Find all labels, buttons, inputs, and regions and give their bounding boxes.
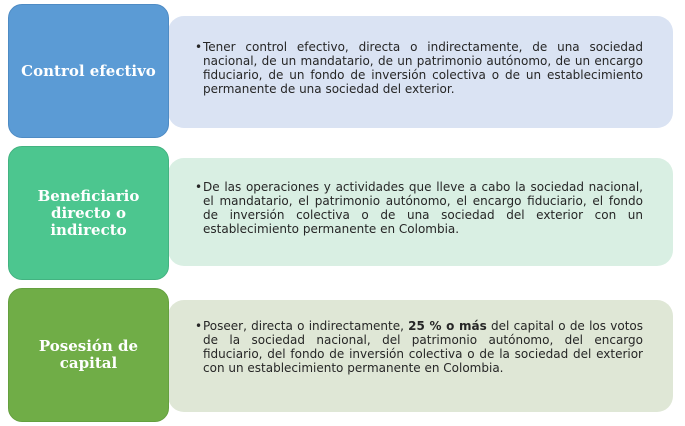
label-box [8,146,169,280]
description-body: Tener control efectivo, directa o indirectamente, de una sociedad nacional, de un mandatario, de un patrimonio autónomo, de un encargo fiduciario, de un fondo de inversión colectiva o de un establecimiento permanente de una sociedad del exterior. [203,40,643,96]
bullet-marker: • [195,180,203,194]
description-panel [168,16,673,128]
description-body-start: Poseer, directa o indirectamente, [203,319,409,333]
bullet-marker: • [195,40,203,54]
row-beneficiario [0,146,685,282]
description-text [195,319,644,375]
label-title: Control efectivo [21,61,156,80]
bullet-marker: • [195,319,203,333]
label-box [8,288,169,422]
label-title: Posesión de capital [38,337,139,372]
description-panel [168,158,673,266]
description-body: De las operaciones y actividades que lleve a cabo la sociedad nacional, el mandatario, el patrimonio autónomo, el encargo fiduciario, el fondo de inversión colectiva o de una sociedad del exterior con un establecimiento permanente en Colombia. [203,180,643,236]
description-text [195,40,643,96]
description-panel [168,300,673,412]
row-control-efectivo [0,4,685,140]
row-posesion-capital [0,288,685,424]
description-text [195,180,643,236]
description-body-end: del capital o de los votos de la sociedad nacional, del patrimonio autónomo, del encargo fiduciario, del fondo de inversión colectiva o de la sociedad del exterior con un establecimiento permanente en Colombia. [203,319,644,375]
label-title: Beneficiario directo o indirecto [37,186,140,239]
description-highlight: 25 % o más [408,319,487,333]
label-box [8,4,169,138]
